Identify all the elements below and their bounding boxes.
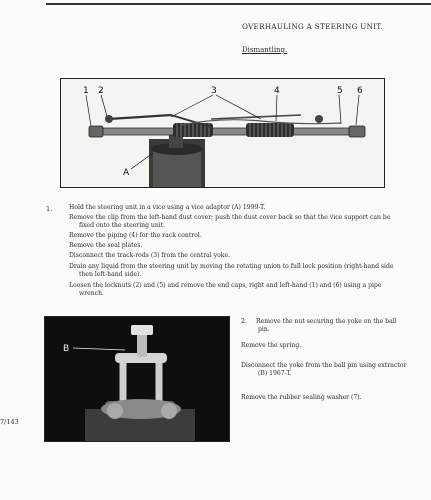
callout-2: 2: [98, 86, 104, 96]
step-1-line: wrench.: [79, 290, 104, 297]
step-2-line: Remove the nut securing the yoke on the ball: [256, 318, 397, 325]
step-1-line: then left-hand side).: [79, 271, 142, 278]
step-1-line: Hold the steering unit in a vice using a vice adaptor (A) 1999-T.: [69, 204, 266, 211]
step-2-line: Disconnect the yoke from the ball pin using extractor: [241, 362, 407, 369]
callout-b: B: [63, 344, 70, 354]
page-title: OVERHAULING A STEERING UNIT.: [242, 22, 383, 31]
step-1-line: Remove the piping (4) for the rack control.: [69, 232, 202, 239]
step-1-line: Remove the clip from the left-hand dust cover; push the dust cover back so that the vice support can be: [69, 214, 391, 221]
callout-6: 6: [357, 86, 363, 96]
step-2-line: (B) 1967-T.: [258, 370, 292, 377]
section-subtitle: Dismantling.: [242, 46, 288, 54]
steering-unit-photo: [60, 78, 385, 188]
callout-4: 4: [274, 86, 280, 96]
step-2-line: pin.: [258, 326, 270, 333]
step-2-line: Remove the spring.: [241, 342, 302, 349]
step-1-number: 1.: [46, 205, 53, 213]
step-1-line: Remove the seal plates.: [69, 242, 143, 249]
extractor-photo: [44, 316, 230, 442]
step-1-line: Drain any liquid from the steering unit by moving the rotating union to full lock position (right-hand side: [69, 263, 394, 270]
page-number: 7/143: [0, 418, 19, 426]
callout-3: 3: [211, 86, 217, 96]
callout-5: 5: [337, 86, 343, 96]
callout-1: 1: [83, 86, 89, 96]
callout-a: A: [123, 168, 130, 178]
top-rule: [46, 3, 431, 5]
step-2-number: 2.: [241, 318, 247, 325]
step-1-line: Loosen the locknuts (2) and (5) and remove the end caps, right and left-hand (1) and (6) using a pipe: [69, 282, 382, 289]
step-2-line: Remove the rubber sealing washer (7).: [241, 394, 362, 401]
step-1-line: Disconnect the track-rods (3) from the central yoke.: [69, 252, 231, 259]
steering-unit-illustration: [61, 79, 384, 187]
extractor-illustration: [45, 317, 229, 441]
step-1-line: fixed onto the steering unit.: [79, 222, 166, 229]
